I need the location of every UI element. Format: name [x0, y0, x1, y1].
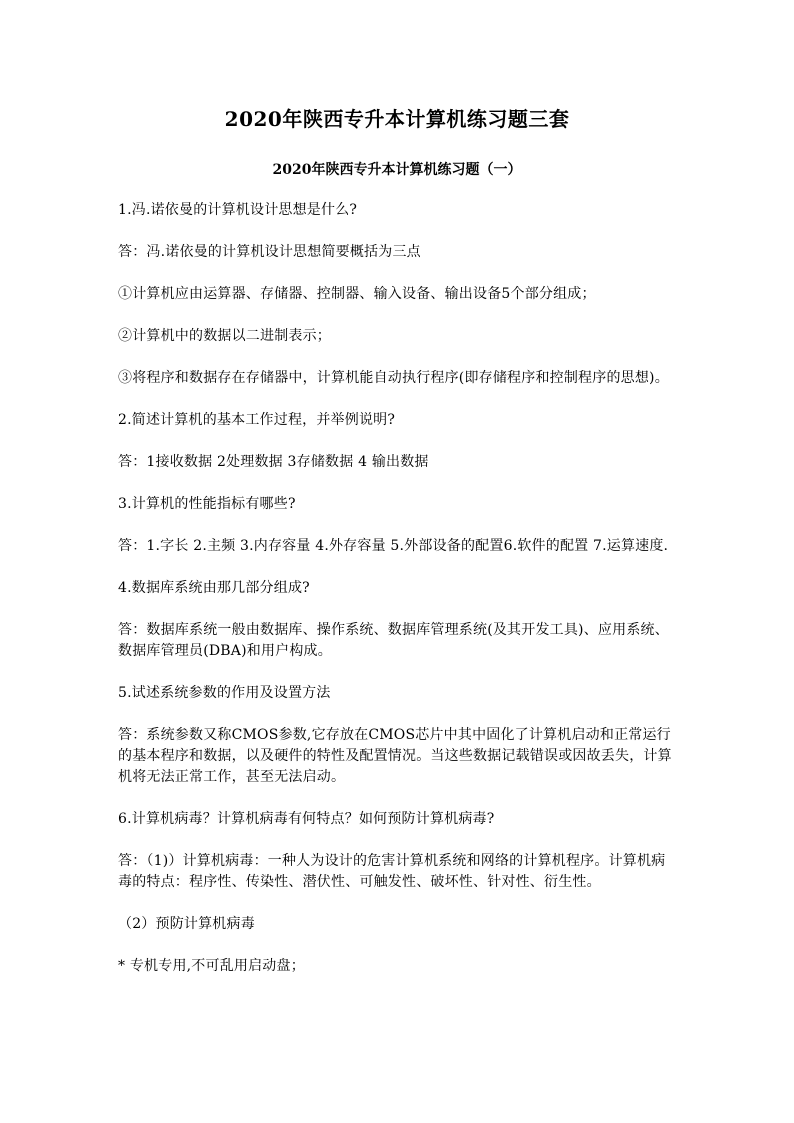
answer-6-part-2-item-1: * 专机专用,不可乱用启动盘； [118, 958, 305, 974]
answer-1-point-3: ③将程序和数据存在存储器中，计算机能自动执行程序(即存储程序和控制程序的思想)。 [118, 370, 669, 386]
answer-1-intro: 答：冯.诺依曼的计算机设计思想简要概括为三点 [118, 244, 421, 260]
question-3: 3.计算机的性能指标有哪些? [118, 496, 296, 512]
answer-3: 答：1.字长 2.主频 3.内存容量 4.外存容量 5.外部设备的配置6.软件的配置 7.运算速度. [118, 538, 669, 554]
answer-6-part-2-heading: （2）预防计算机病毒 [118, 916, 255, 932]
question-6: 6.计算机病毒？计算机病毒有何特点？如何预防计算机病毒? [118, 811, 495, 827]
question-1: 1.冯.诺依曼的计算机设计思想是什么? [118, 202, 358, 218]
answer-4: 答：数据库系统一般由数据库、操作系统、数据库管理系统(及其开发工具)、应用系统、数据库管理员(DBA)和用户构成。 [118, 622, 669, 659]
document-body [118, 200, 678, 998]
document-title: 2020年陕西专升本计算机练习题三套 [224, 107, 570, 131]
answer-2: 答：1接收数据 2处理数据 3存储数据 4 输出数据 [118, 454, 429, 470]
answer-5: 答：系统参数又称CMOS参数,它存放在CMOS芯片中其中固化了计算机启动和正常运行的基本程序和数据，以及硬件的特性及配置情况。当这些数据记载错误或因故丢失，计算机将无法正常工作，甚至无法启动。 [118, 727, 672, 785]
question-5: 5.试述系统参数的作用及设置方法 [118, 685, 331, 701]
answer-1-point-1: ①计算机应由运算器、存储器、控制器、输入设备、输出设备5个部分组成； [118, 286, 596, 302]
answer-1-point-2: ②计算机中的数据以二进制表示； [118, 328, 331, 344]
answer-6-part-1: 答：（1)）计算机病毒：一种人为设计的危害计算机系统和网络的计算机程序。计算机病毒的特点：程序性、传染性、潜伏性、可触发性、破坏性、针对性、衍生性。 [118, 853, 666, 890]
question-2: 2.简述计算机的基本工作过程，并举例说明? [118, 412, 396, 428]
document-subtitle: 2020年陕西专升本计算机练习题（一） [272, 162, 522, 178]
question-4: 4.数据库系统由那几部分组成? [118, 580, 310, 596]
